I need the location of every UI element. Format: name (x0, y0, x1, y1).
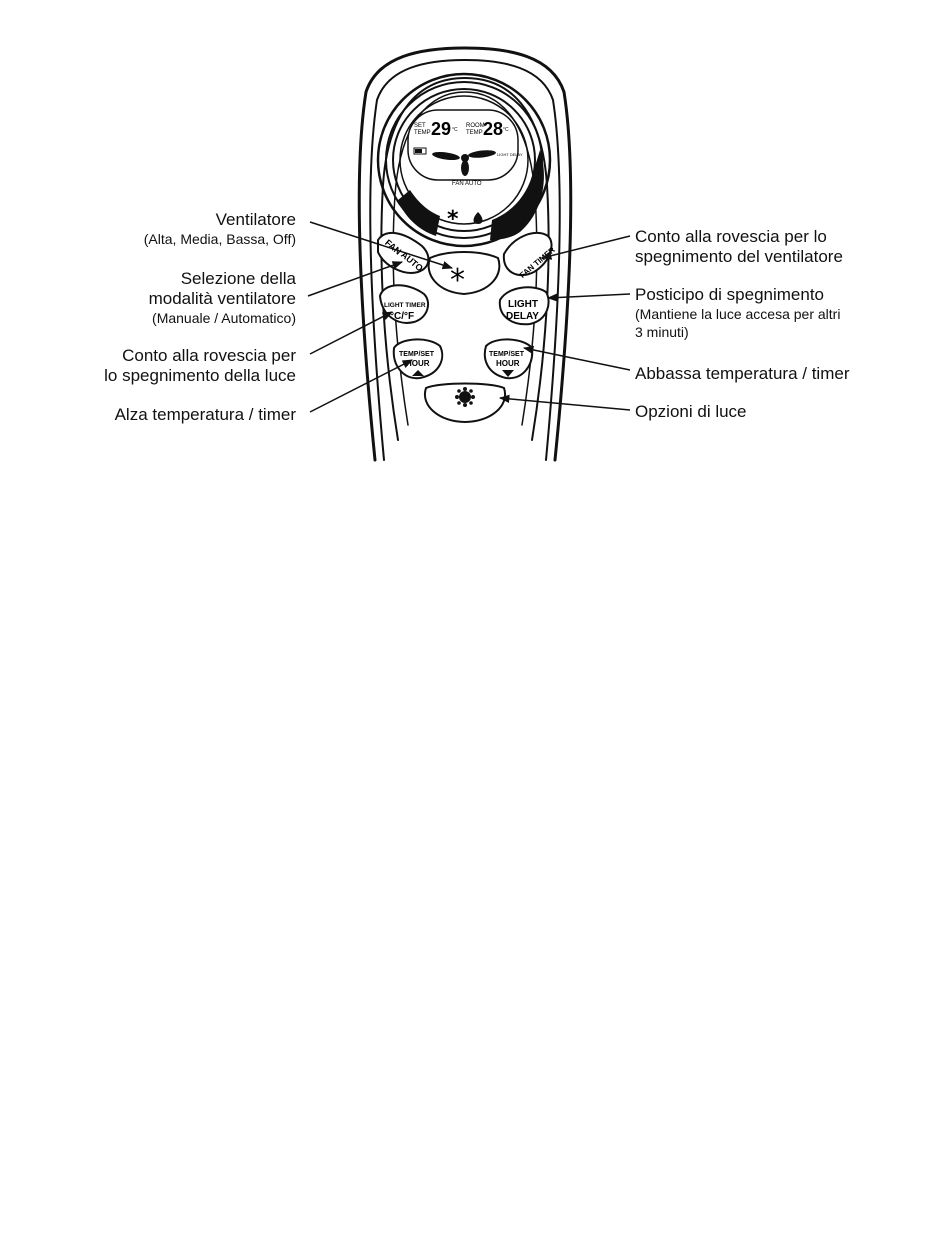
temp-down-button-label-1: TEMP/SET (489, 351, 525, 358)
label-alza (115, 405, 296, 425)
set-temp-label-1: SET (414, 123, 426, 129)
light-bulb-icon (455, 387, 475, 407)
temp-up-button-label-2: HOUR (406, 359, 430, 368)
light-delay-button-label-2: DELAY (506, 311, 539, 322)
set-temp-label-2: TEMP (414, 130, 431, 136)
light-timer-button[interactable] (380, 285, 428, 323)
label-ventilatore-sub: (Alta, Media, Bassa, Off) (143, 231, 296, 247)
label-conto-vent-line-2: spegnimento del ventilatore (635, 247, 843, 266)
light-delay-indicator: LIGHT DELAY (497, 152, 523, 157)
label-conto-luce-line-2: lo spegnimento della luce (104, 366, 296, 385)
fan-timer-button-label: FAN TIMER (518, 245, 557, 280)
fan-speed-button[interactable] (429, 252, 500, 298)
label-selezione-line-2: modalità ventilatore (148, 289, 296, 308)
drop-symbol-small-icon (474, 212, 483, 224)
room-temp-unit: °C (503, 127, 509, 133)
lcd-display (408, 110, 523, 187)
fan-speed-icon: * (450, 263, 465, 298)
label-ventilatore-title: Ventilatore (215, 210, 296, 229)
temp-down-button-label-2: HOUR (496, 359, 520, 368)
display-dark-segment-left (398, 190, 440, 236)
light-timer-button-label-2: °C/°F (390, 311, 415, 322)
temp-up-button-label-1: TEMP/SET (399, 351, 435, 358)
label-selezione (149, 269, 296, 327)
temp-down-button[interactable] (485, 339, 532, 378)
label-opzioni (635, 402, 747, 422)
light-options-button[interactable] (425, 384, 505, 423)
label-alza-text: Alza temperatura / timer (114, 405, 296, 424)
room-temp-value: 28 (483, 119, 504, 139)
room-temp-label-1: ROOM (466, 123, 485, 129)
label-posticipo-sub-1: (Mantiene la luce accesa per altri (635, 306, 841, 322)
label-conto-vent-line-1: Conto alla rovescia per lo (635, 227, 827, 246)
fan-symbol-small-icon: * (447, 207, 459, 232)
set-temp-unit: °C (452, 127, 458, 133)
label-conto-vent (635, 227, 843, 267)
label-posticipo-title: Posticipo di spegnimento (635, 285, 825, 304)
leader-abbassa (524, 348, 630, 370)
label-ventilatore (144, 210, 296, 248)
leader-posticipo (548, 294, 630, 298)
fan-auto-button-label-2: AUTO (399, 249, 425, 274)
fan-auto-button-label-1: FAN (383, 237, 404, 257)
label-selezione-sub: (Manuale / Automatico) (152, 310, 296, 326)
temp-up-button[interactable] (394, 339, 442, 378)
label-posticipo (635, 285, 840, 341)
light-delay-button[interactable] (500, 287, 549, 324)
fan-auto-indicator: FAN AUTO (452, 181, 482, 187)
label-conto-luce-line-1: Conto alla rovescia per (122, 346, 296, 365)
leader-conto-vent (542, 236, 630, 258)
light-timer-button-label-1: LIGHT TIMER (384, 302, 426, 309)
label-abbassa (635, 364, 849, 384)
label-selezione-line-1: Selezione della (180, 269, 296, 288)
label-abbassa-text: Abbassa temperatura / timer (635, 364, 850, 383)
label-opzioni-text: Opzioni di luce (635, 402, 747, 421)
leader-alza (310, 360, 412, 412)
room-temp-label-2: TEMP (466, 130, 483, 136)
leader-conto-luce (310, 312, 392, 354)
light-delay-button-label-1: LIGHT (508, 299, 538, 310)
set-temp-value: 29 (431, 119, 452, 139)
leader-opzioni (500, 398, 630, 410)
label-conto-luce (104, 346, 296, 386)
label-posticipo-sub-2: 3 minuti) (635, 324, 689, 340)
